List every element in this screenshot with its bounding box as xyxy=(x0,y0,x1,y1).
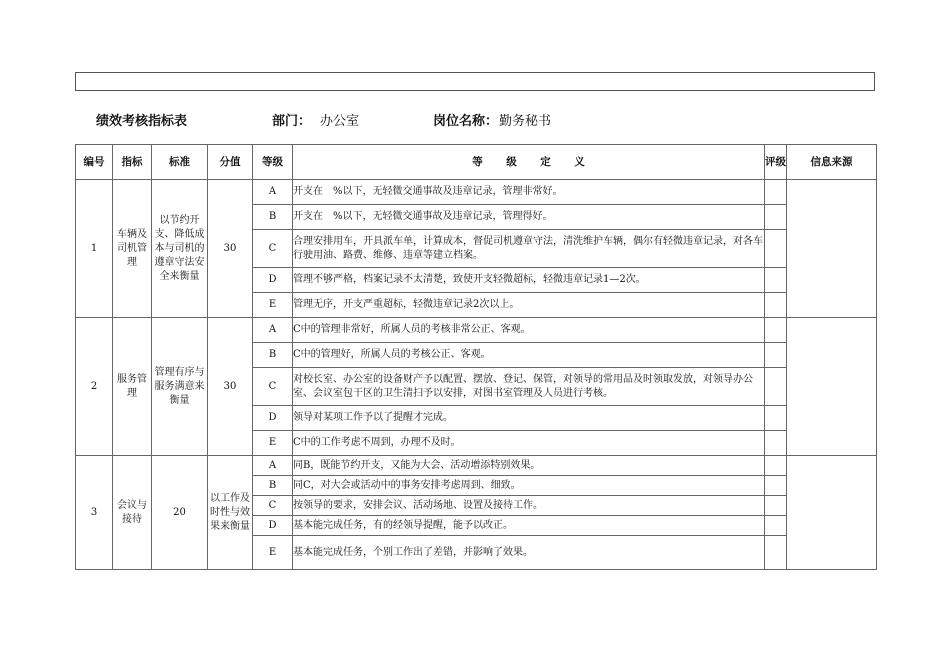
indicator-cell: 会议与接待 xyxy=(113,456,152,570)
definition-cell: C中的管理好，所属人员的考核公正、客观。 xyxy=(293,343,765,368)
level-cell: C xyxy=(253,230,293,268)
rating-cell[interactable] xyxy=(765,406,787,431)
col-header-no: 编号 xyxy=(76,145,113,180)
kpi-table xyxy=(75,144,877,570)
definition-cell: 开支在 %以下，无轻微交通事故及违章记录，管理得好。 xyxy=(293,205,765,230)
col-header-definition: 等 级 定 义 xyxy=(293,145,765,180)
level-cell: A xyxy=(253,180,293,205)
indicator-cell: 服务管理 xyxy=(113,318,152,456)
level-cell: A xyxy=(253,318,293,343)
rating-cell[interactable] xyxy=(765,476,787,496)
col-header-level: 等级 xyxy=(253,145,293,180)
level-cell: D xyxy=(253,516,293,536)
rating-cell[interactable] xyxy=(765,456,787,476)
table-row xyxy=(76,318,877,343)
definition-cell: 按领导的要求，安排会议、活动场地、设置及接待工作。 xyxy=(293,496,765,516)
rating-cell[interactable] xyxy=(765,318,787,343)
rating-cell[interactable] xyxy=(765,268,787,293)
rating-cell[interactable] xyxy=(765,536,787,570)
definition-cell: 领导对某项工作予以了提醒才完成。 xyxy=(293,406,765,431)
definition-cell: 同C，对大会或活动中的事务安排考虑周到、细致。 xyxy=(293,476,765,496)
col-header-standard: 标准 xyxy=(152,145,208,180)
score-cell: 以工作及时性与效果来衡量 xyxy=(208,456,253,570)
score-cell: 30 xyxy=(208,180,253,318)
rating-cell[interactable] xyxy=(765,230,787,268)
source-cell[interactable] xyxy=(787,318,877,456)
standard-cell: 20 xyxy=(152,456,208,570)
col-header-score: 分值 xyxy=(208,145,253,180)
source-cell[interactable] xyxy=(787,180,877,318)
definition-cell: 对校长室、办公室的设备财产予以配置、摆放、登记、保管，对领导的常用品及时领取发放，对领导办公室、会议室包干区的卫生清扫予以安排，对图书室管理及人员进行考核。 xyxy=(293,368,765,406)
rating-cell[interactable] xyxy=(765,293,787,318)
col-header-indicator: 指标 xyxy=(113,145,152,180)
row-number: 3 xyxy=(76,456,113,570)
level-cell: B xyxy=(253,205,293,230)
rating-cell[interactable] xyxy=(765,343,787,368)
level-cell: D xyxy=(253,406,293,431)
form-title: 绩效考核指标表 xyxy=(96,114,188,129)
rating-cell[interactable] xyxy=(765,368,787,406)
definition-cell: 合理安排用车，开具派车单，计算成本，督促司机遵章守法，清洗维护车辆，偶尔有轻微违章记录，对各车行驶用油、路费、维修、违章等建立档案。 xyxy=(293,230,765,268)
rating-cell[interactable] xyxy=(765,180,787,205)
definition-cell: 管理不够严格，档案记录不太清楚，致使开支轻微超标，轻微违章记录1—2次。 xyxy=(293,268,765,293)
level-cell: D xyxy=(253,268,293,293)
department-label: 部门： xyxy=(272,114,312,129)
col-header-rating: 评级 xyxy=(765,145,787,180)
level-cell: C xyxy=(253,368,293,406)
indicator-cell: 车辆及司机管理 xyxy=(113,180,152,318)
rating-cell[interactable] xyxy=(765,431,787,456)
col-header-source: 信息来源 xyxy=(787,145,877,180)
definition-cell: C中的工作考虑不周到，办理不及时。 xyxy=(293,431,765,456)
source-cell[interactable] xyxy=(787,456,877,570)
definition-cell: 管理无序，开支严重超标，轻微违章记录2次以上。 xyxy=(293,293,765,318)
standard-cell: 管理有序与服务满意来衡量 xyxy=(152,318,208,456)
definition-cell: 基本能完成任务，个别工作出了差错，并影响了效果。 xyxy=(293,536,765,570)
level-cell: E xyxy=(253,536,293,570)
level-cell: C xyxy=(253,496,293,516)
table-row xyxy=(76,456,877,476)
table-header-row xyxy=(76,145,877,180)
rating-cell[interactable] xyxy=(765,516,787,536)
level-cell: E xyxy=(253,431,293,456)
level-cell: A xyxy=(253,456,293,476)
position-value: 勤务秘书 xyxy=(499,114,552,129)
level-cell: B xyxy=(253,476,293,496)
score-cell: 30 xyxy=(208,318,253,456)
standard-cell: 以节约开支、降低成本与司机的遵章守法安全来衡量 xyxy=(152,180,208,318)
rating-cell[interactable] xyxy=(765,205,787,230)
definition-cell: 基本能完成任务，有的经领导提醒，能予以改正。 xyxy=(293,516,765,536)
table-row xyxy=(76,180,877,205)
definition-cell: 同B，既能节约开支，又能为大会、活动增添特别效果。 xyxy=(293,456,765,476)
row-number: 1 xyxy=(76,180,113,318)
definition-cell: 开支在 %以下，无轻微交通事故及违章记录，管理非常好。 xyxy=(293,180,765,205)
level-cell: E xyxy=(253,293,293,318)
top-empty-box xyxy=(75,72,875,91)
position-label: 岗位名称： xyxy=(433,114,499,129)
rating-cell[interactable] xyxy=(765,496,787,516)
definition-cell: C中的管理非常好，所属人员的考核非常公正、客观。 xyxy=(293,318,765,343)
level-cell: B xyxy=(253,343,293,368)
row-number: 2 xyxy=(76,318,113,456)
department-value: 办公室 xyxy=(320,114,360,129)
